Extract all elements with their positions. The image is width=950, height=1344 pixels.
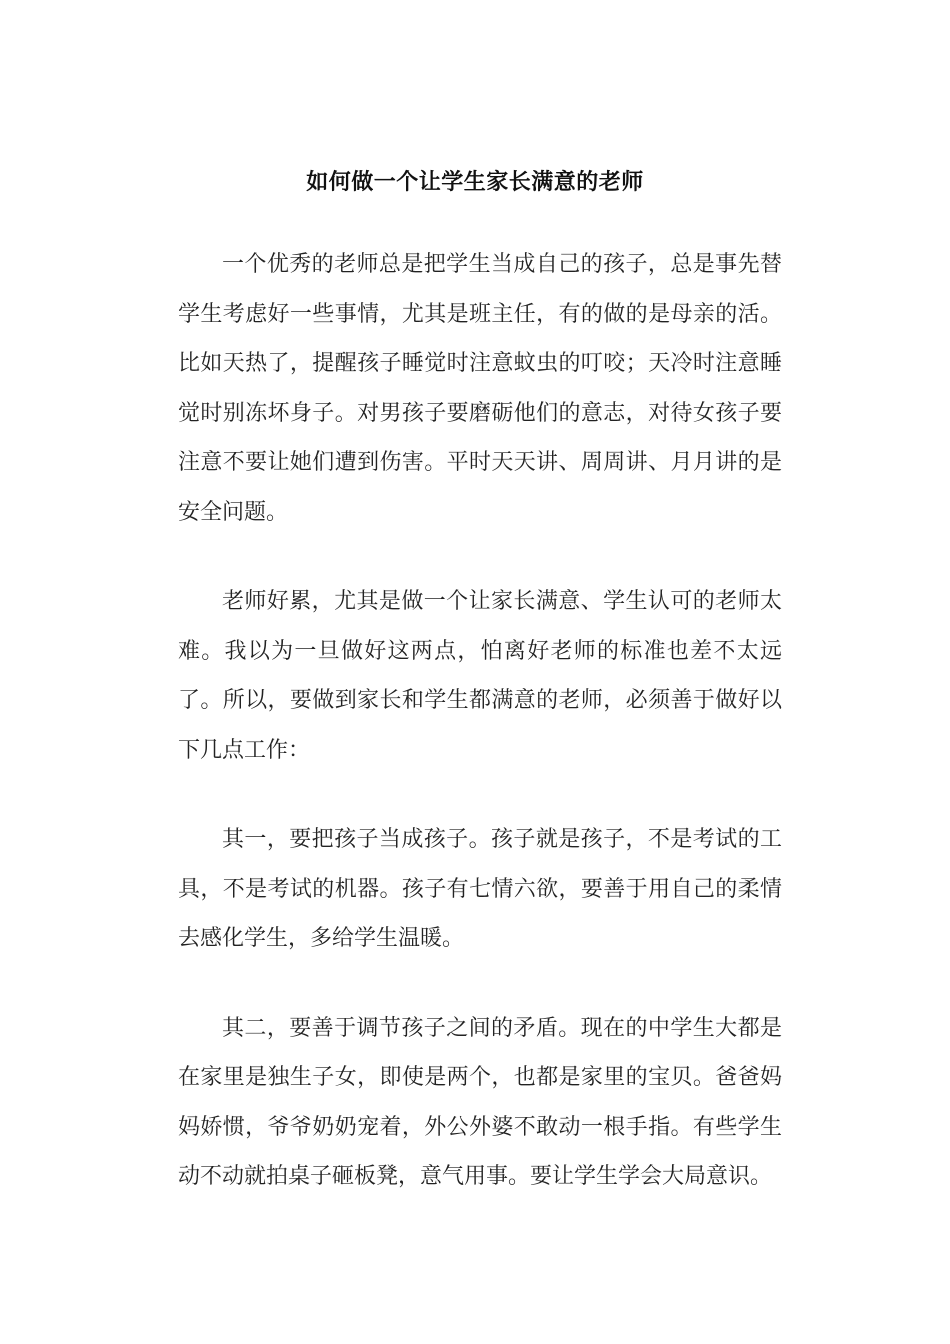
paragraph-2: 老师好累，尤其是做一个让家长满意、学生认可的老师太难。我以为一旦做好这两点，怕离好老师的标准也差不太远了。所以，要做到家长和学生都满意的老师，必须善于做好以下几点工作：	[178, 589, 782, 763]
paragraph-4: 其二，要善于调节孩子之间的矛盾。现在的中学生大都是在家里是独生子女，即使是两个，也都是家里的宝贝。爸爸妈妈娇惯，爷爷奶奶宠着，外公外婆不敢动一根手指。有些学生动不动就拍桌子砸板凳，意气用事。要让学生学会大局意识。	[178, 1015, 782, 1189]
paragraph-3: 其一，要把孩子当成孩子。孩子就是孩子，不是考试的工具，不是考试的机器。孩子有七情六欲，要善于用自己的柔情去感化学生，多给学生温暖。	[178, 827, 782, 951]
paragraph-1: 一个优秀的老师总是把学生当成自己的孩子，总是事先替学生考虑好一些事情，尤其是班主任，有的做的是母亲的活。比如天热了，提醒孩子睡觉时注意蚊虫的叮咬；天冷时注意睡觉时别冻坏身子。对男孩子要磨砺他们的意志，对待女孩子要注意不要让她们遭到伤害。平时天天讲、周周讲、月月讲的是安全问题。	[178, 252, 782, 525]
document-body	[178, 240, 782, 1242]
document-title: 如何做一个让学生家长满意的老师	[306, 170, 644, 195]
